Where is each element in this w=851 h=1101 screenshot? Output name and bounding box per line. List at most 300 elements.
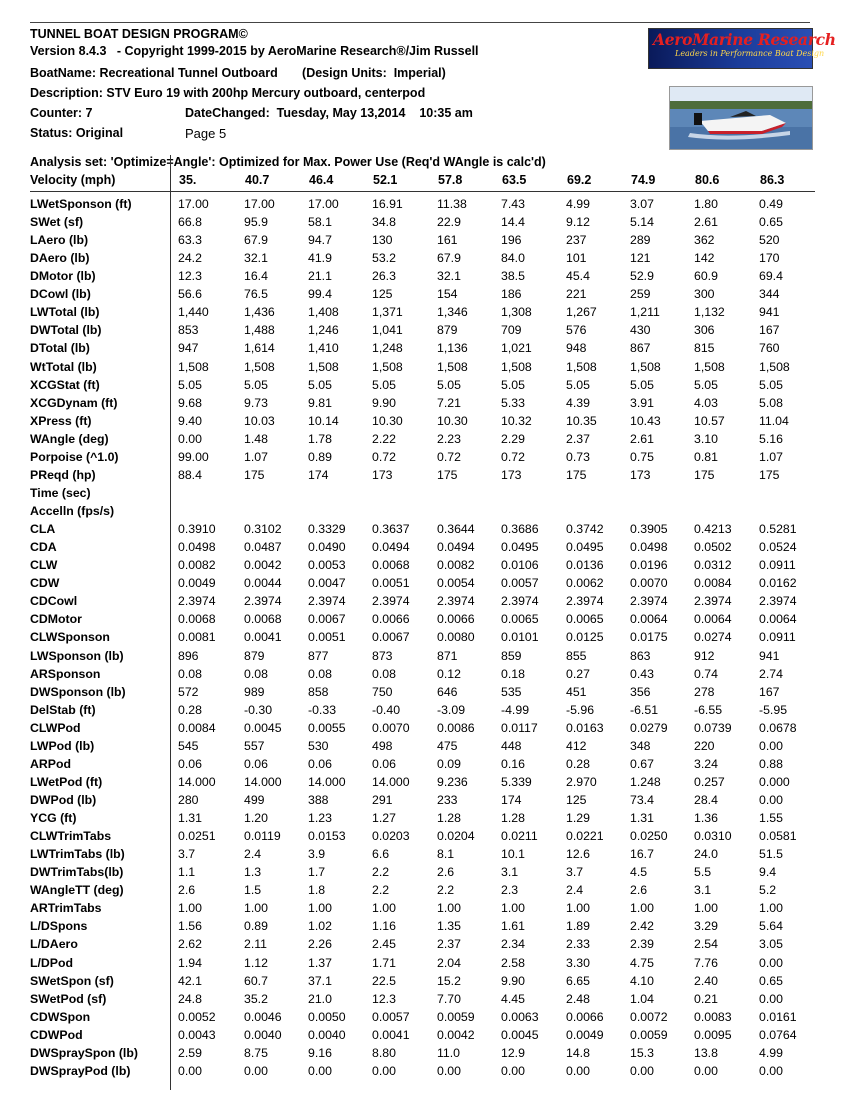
row-value: 1,508 — [566, 359, 597, 374]
row-value: 0.0045 — [244, 720, 282, 735]
row-label: Porpoise (^1.0) — [30, 449, 119, 464]
row-value: 2.39 — [630, 937, 654, 952]
row-value: 12.3 — [178, 269, 202, 284]
row-value: 0.0040 — [244, 1027, 282, 1042]
row-value: 0.0055 — [308, 720, 346, 735]
row-value: 1,508 — [178, 359, 209, 374]
row-value: 99.4 — [308, 287, 332, 302]
row-value: 344 — [759, 287, 780, 302]
row-label: LAero (lb) — [30, 233, 89, 248]
column-divider — [170, 155, 171, 1090]
row-value: 1.94 — [178, 955, 202, 970]
row-value: 2.3974 — [372, 594, 410, 609]
row-label: CLWPod — [30, 720, 81, 735]
row-value: 0.28 — [178, 702, 202, 717]
row-value: 237 — [566, 233, 587, 248]
row-value: 2.37 — [566, 431, 590, 446]
velocity-label: Velocity (mph) — [30, 173, 116, 187]
velocity-value: 63.5 — [502, 173, 527, 187]
row-value: 0.0106 — [501, 558, 539, 573]
row-value: 2.4 — [244, 847, 262, 862]
row-value: 175 — [759, 467, 780, 482]
row-value: 2.3974 — [759, 594, 797, 609]
row-value: 10.14 — [308, 413, 339, 428]
row-value: 1,267 — [566, 305, 597, 320]
row-label: ARTrimTabs — [30, 901, 102, 916]
row-value: 5.33 — [501, 395, 525, 410]
row-value: 1.80 — [694, 197, 718, 211]
row-value: 0.00 — [178, 1063, 202, 1078]
description-line: Description: STV Euro 19 with 200hp Mercury outboard, centerpod — [30, 86, 426, 100]
row-value: 0.72 — [437, 449, 461, 464]
row-value: 1,371 — [372, 305, 403, 320]
row-value: 9.90 — [372, 395, 396, 410]
row-value: 2.4 — [566, 883, 584, 898]
row-value: 430 — [630, 323, 651, 338]
row-value: 0.00 — [566, 1063, 590, 1078]
row-value: 0.0911 — [759, 630, 796, 645]
row-value: 67.9 — [437, 251, 461, 266]
row-value: 3.7 — [566, 865, 584, 880]
row-value: 0.00 — [501, 1063, 525, 1078]
row-value: 14.000 — [178, 774, 216, 789]
row-value: 0.0524 — [759, 540, 797, 555]
row-value: 0.0047 — [308, 576, 346, 591]
row-value: 530 — [308, 738, 329, 753]
row-value: 10.30 — [372, 413, 403, 428]
row-value: 557 — [244, 738, 265, 753]
row-value: 5.08 — [759, 395, 783, 410]
row-value: 1,346 — [437, 305, 468, 320]
row-label: XCGDynam (ft) — [30, 395, 118, 410]
row-value: 9.12 — [566, 215, 590, 230]
row-value: 45.4 — [566, 269, 590, 284]
row-value: 14.8 — [566, 1045, 590, 1060]
row-value: 1.1 — [178, 865, 196, 880]
row-value: 5.05 — [501, 377, 525, 392]
row-value: 0.0494 — [437, 540, 475, 555]
row-value: 0.08 — [178, 666, 202, 681]
row-value: 1.00 — [437, 901, 461, 916]
row-label: WtTotal (lb) — [30, 359, 97, 374]
row-value: 15.2 — [437, 973, 461, 988]
row-label: DAero (lb) — [30, 251, 90, 266]
row-value: 56.6 — [178, 287, 202, 302]
row-value: 69.4 — [759, 269, 783, 284]
row-value: -6.55 — [694, 702, 723, 717]
row-value: 0.74 — [694, 666, 718, 681]
row-value: 259 — [630, 287, 651, 302]
row-value: 0.12 — [437, 666, 461, 681]
row-value: 1.7 — [308, 865, 326, 880]
row-value: -3.09 — [437, 702, 466, 717]
row-value: 2.2 — [372, 865, 390, 880]
row-value: 0.00 — [437, 1063, 461, 1078]
row-label: CDWSpon — [30, 1009, 91, 1024]
row-value: 0.00 — [759, 955, 783, 970]
row-value: 0.0082 — [437, 558, 475, 573]
row-value: 2.33 — [566, 937, 590, 952]
row-value: 0.3905 — [630, 522, 668, 537]
row-value: 0.0059 — [437, 1009, 475, 1024]
row-value: 99.00 — [178, 449, 209, 464]
row-value: 1.78 — [308, 431, 332, 446]
row-value: 0.00 — [308, 1063, 332, 1078]
row-label: LWTotal (lb) — [30, 305, 100, 320]
row-value: 0.00 — [759, 738, 783, 753]
row-value: 646 — [437, 684, 458, 699]
row-value: 2.970 — [566, 774, 597, 789]
row-value: 1.28 — [501, 811, 525, 826]
row-value: 871 — [437, 648, 458, 663]
row-value: 576 — [566, 323, 587, 338]
row-value: -5.96 — [566, 702, 595, 717]
row-value: 1.8 — [308, 883, 326, 898]
row-value: 3.10 — [694, 431, 718, 446]
row-value: 22.9 — [437, 215, 461, 230]
row-value: 3.07 — [630, 197, 654, 211]
row-value: 1.02 — [308, 919, 332, 934]
row-value: 5.05 — [372, 377, 396, 392]
row-value: 1,508 — [437, 359, 468, 374]
row-value: 0.3329 — [308, 522, 346, 537]
row-value: 5.05 — [308, 377, 332, 392]
row-value: 175 — [437, 467, 458, 482]
row-value: 5.05 — [178, 377, 202, 392]
row-value: 2.3974 — [178, 594, 216, 609]
row-value: 4.45 — [501, 991, 525, 1006]
row-value: 0.0911 — [759, 558, 796, 573]
row-value: 2.3974 — [694, 594, 732, 609]
row-value: 125 — [372, 287, 393, 302]
row-value: 0.0490 — [308, 540, 346, 555]
row-value: 1.07 — [244, 449, 268, 464]
boat-photo — [669, 86, 813, 150]
row-value: 0.4213 — [694, 522, 732, 537]
row-value: 1,246 — [308, 323, 339, 338]
row-value: 1,614 — [244, 341, 275, 356]
row-value: 0.0051 — [308, 630, 346, 645]
row-value: 5.339 — [501, 774, 532, 789]
row-value: 0.0125 — [566, 630, 604, 645]
row-value: 1.55 — [759, 811, 783, 826]
row-value: 4.99 — [566, 197, 590, 211]
row-value: 24.0 — [694, 847, 718, 862]
row-label: XCGStat (ft) — [30, 377, 100, 392]
row-value: 545 — [178, 738, 199, 753]
row-value: 5.05 — [630, 377, 654, 392]
row-value: 170 — [759, 251, 780, 266]
row-label: DWSponson (lb) — [30, 684, 126, 699]
row-label: SWetPod (sf) — [30, 991, 107, 1006]
velocity-value: 80.6 — [695, 173, 720, 187]
row-value: 154 — [437, 287, 458, 302]
row-value: 0.0581 — [759, 829, 797, 844]
row-label: Accelln (fps/s) — [30, 504, 115, 519]
row-value: 24.2 — [178, 251, 202, 266]
header-rule — [30, 191, 815, 192]
row-value: 5.16 — [759, 431, 783, 446]
row-value: 3.24 — [694, 756, 718, 771]
row-value: -0.40 — [372, 702, 401, 717]
row-value: -6.51 — [630, 702, 659, 717]
row-value: 9.16 — [308, 1045, 332, 1060]
row-value: -4.99 — [501, 702, 530, 717]
row-value: 0.0086 — [437, 720, 475, 735]
row-label: DelStab (ft) — [30, 702, 96, 717]
row-value: 1.27 — [372, 811, 396, 826]
row-value: 0.0042 — [244, 558, 282, 573]
row-value: 941 — [759, 305, 780, 320]
row-value: 0.06 — [178, 756, 202, 771]
row-value: 0.0067 — [308, 612, 346, 627]
row-value: 221 — [566, 287, 587, 302]
row-value: 142 — [694, 251, 715, 266]
row-value: 0.00 — [759, 991, 783, 1006]
row-value: 867 — [630, 341, 651, 356]
row-value: 8.1 — [437, 847, 455, 862]
velocity-value: 52.1 — [373, 173, 398, 187]
row-label: XPress (ft) — [30, 413, 92, 428]
row-value: 0.18 — [501, 666, 525, 681]
row-value: -0.30 — [244, 702, 273, 717]
row-value: 5.5 — [694, 865, 712, 880]
row-value: 10.30 — [437, 413, 468, 428]
row-value: 0.00 — [372, 1063, 396, 1078]
row-value: 388 — [308, 792, 329, 807]
row-value: 8.80 — [372, 1045, 396, 1060]
row-value: 14.4 — [501, 215, 525, 230]
row-value: 186 — [501, 287, 522, 302]
row-value: 0.16 — [501, 756, 525, 771]
row-value: 912 — [694, 648, 715, 663]
row-value: 0.08 — [372, 666, 396, 681]
row-value: 37.1 — [308, 973, 332, 988]
row-value: 1.16 — [372, 919, 396, 934]
row-value: 0.00 — [694, 1063, 718, 1078]
row-value: 9.90 — [501, 973, 525, 988]
row-value: 14.000 — [308, 774, 346, 789]
row-value: 1,211 — [630, 305, 660, 320]
row-value: 26.3 — [372, 269, 396, 284]
row-value: 0.0082 — [178, 558, 216, 573]
row-value: 0.00 — [178, 431, 202, 446]
logo-title: AeroMarine Research — [653, 30, 836, 49]
row-value: 879 — [244, 648, 265, 663]
row-value: 0.0043 — [178, 1027, 216, 1042]
row-value: 2.59 — [178, 1045, 202, 1060]
velocity-value: 86.3 — [760, 173, 785, 187]
row-value: 2.3974 — [244, 594, 282, 609]
row-value: 1.23 — [308, 811, 332, 826]
row-value: 0.0049 — [178, 576, 216, 591]
row-label: CLWSponson — [30, 630, 110, 645]
row-label: Time (sec) — [30, 485, 91, 500]
row-value: 0.09 — [437, 756, 461, 771]
row-label: CDWPod — [30, 1027, 83, 1042]
row-value: 21.0 — [308, 991, 332, 1006]
row-value: 58.1 — [308, 215, 332, 230]
row-value: 2.37 — [437, 937, 461, 952]
row-value: 855 — [566, 648, 587, 663]
row-value: 121 — [630, 251, 651, 266]
row-value: 2.74 — [759, 666, 783, 681]
row-value: 1.3 — [244, 865, 262, 880]
row-label: CLW — [30, 558, 58, 573]
row-value: 0.00 — [630, 1063, 654, 1078]
row-value: 125 — [566, 792, 587, 807]
row-value: 1.31 — [178, 811, 202, 826]
row-value: 196 — [501, 233, 522, 248]
row-value: 1.00 — [501, 901, 525, 916]
row-value: 34.8 — [372, 215, 396, 230]
row-value: 0.0251 — [178, 829, 216, 844]
row-value: 750 — [372, 684, 393, 699]
row-value: 0.0045 — [501, 1027, 539, 1042]
row-value: 0.49 — [759, 197, 783, 211]
row-value: 879 — [437, 323, 458, 338]
row-value: 7.21 — [437, 395, 461, 410]
row-value: 0.0053 — [308, 558, 346, 573]
row-value: 815 — [694, 341, 715, 356]
row-value: 0.0080 — [437, 630, 475, 645]
row-value: 0.0502 — [694, 540, 732, 555]
row-value: 0.0764 — [759, 1027, 797, 1042]
row-value: 2.48 — [566, 991, 590, 1006]
row-value: 60.7 — [244, 973, 268, 988]
row-value: 1.48 — [244, 431, 268, 446]
row-value: 5.64 — [759, 919, 783, 934]
row-value: 0.0153 — [308, 829, 346, 844]
row-value: 0.06 — [372, 756, 396, 771]
row-value: 877 — [308, 648, 329, 663]
row-value: 0.28 — [566, 756, 590, 771]
row-value: 0.3742 — [566, 522, 604, 537]
row-value: -0.33 — [308, 702, 337, 717]
row-value: 73.4 — [630, 792, 654, 807]
row-value: 1.00 — [308, 901, 332, 916]
aeromarine-logo — [648, 28, 836, 69]
row-value: 9.73 — [244, 395, 268, 410]
row-value: 520 — [759, 233, 780, 248]
row-value: 0.0054 — [437, 576, 475, 591]
row-label: DTotal (lb) — [30, 341, 90, 356]
row-label: SWet (sf) — [30, 215, 84, 230]
row-label: DWTrimTabs(lb) — [30, 865, 124, 880]
row-value: 2.45 — [372, 937, 396, 952]
row-value: 0.0040 — [308, 1027, 346, 1042]
row-value: 0.0044 — [244, 576, 282, 591]
row-value: 12.3 — [372, 991, 396, 1006]
row-value: 0.89 — [244, 919, 268, 934]
row-value: 2.61 — [630, 431, 654, 446]
row-value: 60.9 — [694, 269, 718, 284]
row-value: 4.39 — [566, 395, 590, 410]
row-value: 1,508 — [308, 359, 339, 374]
row-value: 10.43 — [630, 413, 661, 428]
row-value: 0.06 — [244, 756, 268, 771]
row-value: 3.30 — [566, 955, 590, 970]
row-value: 7.43 — [501, 197, 525, 211]
row-value: 2.3974 — [630, 594, 668, 609]
row-label: LWetPod (ft) — [30, 774, 103, 789]
row-value: 0.0066 — [566, 1009, 604, 1024]
row-value: 1.35 — [437, 919, 461, 934]
row-value: 32.1 — [244, 251, 268, 266]
row-value: 0.0066 — [372, 612, 410, 627]
row-value: 0.0274 — [694, 630, 732, 645]
row-label: LWTrimTabs (lb) — [30, 847, 125, 862]
row-value: 853 — [178, 323, 199, 338]
row-value: 9.68 — [178, 395, 202, 410]
row-value: 0.0050 — [308, 1009, 346, 1024]
row-value: 0.0052 — [178, 1009, 216, 1024]
row-label: CDCowl — [30, 594, 78, 609]
row-value: 11.04 — [759, 413, 789, 428]
row-value: 0.0117 — [501, 720, 538, 735]
row-value: 0.27 — [566, 666, 590, 681]
row-value: 16.4 — [244, 269, 268, 284]
row-value: 88.4 — [178, 467, 202, 482]
row-value: 2.22 — [372, 431, 396, 446]
row-value: 0.0312 — [694, 558, 732, 573]
row-value: 22.5 — [372, 973, 396, 988]
row-value: 0.0049 — [566, 1027, 604, 1042]
row-value: 161 — [437, 233, 458, 248]
row-value: 0.0101 — [501, 630, 539, 645]
row-value: 1,508 — [501, 359, 532, 374]
row-value: 572 — [178, 684, 199, 699]
row-value: 1,508 — [244, 359, 275, 374]
row-value: 2.2 — [372, 883, 390, 898]
row-value: 0.43 — [630, 666, 654, 681]
row-value: 2.40 — [694, 973, 718, 988]
row-value: 1.29 — [566, 811, 590, 826]
row-value: 12.9 — [501, 1045, 525, 1060]
boatname-line: BoatName: Recreational Tunnel Outboard (Design Units: Imperial) — [30, 66, 446, 80]
row-value: 0.0068 — [178, 612, 216, 627]
row-label: CLA — [30, 522, 56, 537]
row-value: 1.248 — [630, 774, 661, 789]
version-line: Version 8.4.3 - Copyright 1999-2015 by AeroMarine Research®/Jim Russell — [30, 44, 479, 58]
row-value: 6.65 — [566, 973, 590, 988]
row-value: 5.05 — [759, 377, 783, 392]
row-value: 9.4 — [759, 865, 777, 880]
row-value: 362 — [694, 233, 715, 248]
row-value: 7.76 — [694, 955, 718, 970]
row-value: 9.40 — [178, 413, 202, 428]
row-value: 2.62 — [178, 937, 202, 952]
row-value: 0.0494 — [372, 540, 410, 555]
top-rule — [30, 22, 810, 23]
row-value: 0.0046 — [244, 1009, 282, 1024]
row-value: 0.0119 — [244, 829, 281, 844]
row-value: 0.73 — [566, 449, 590, 464]
row-value: 0.88 — [759, 756, 783, 771]
row-value: 709 — [501, 323, 522, 338]
status-label: Status: Original — [30, 126, 124, 140]
row-value: 15.3 — [630, 1045, 654, 1060]
row-value: 14.000 — [372, 774, 410, 789]
row-value: 4.75 — [630, 955, 654, 970]
row-value: 300 — [694, 287, 715, 302]
row-value: 10.32 — [501, 413, 532, 428]
row-value: 2.34 — [501, 937, 525, 952]
row-value: 6.6 — [372, 847, 390, 862]
row-value: 167 — [759, 323, 780, 338]
row-value: 535 — [501, 684, 522, 699]
row-value: 1.07 — [759, 449, 783, 464]
